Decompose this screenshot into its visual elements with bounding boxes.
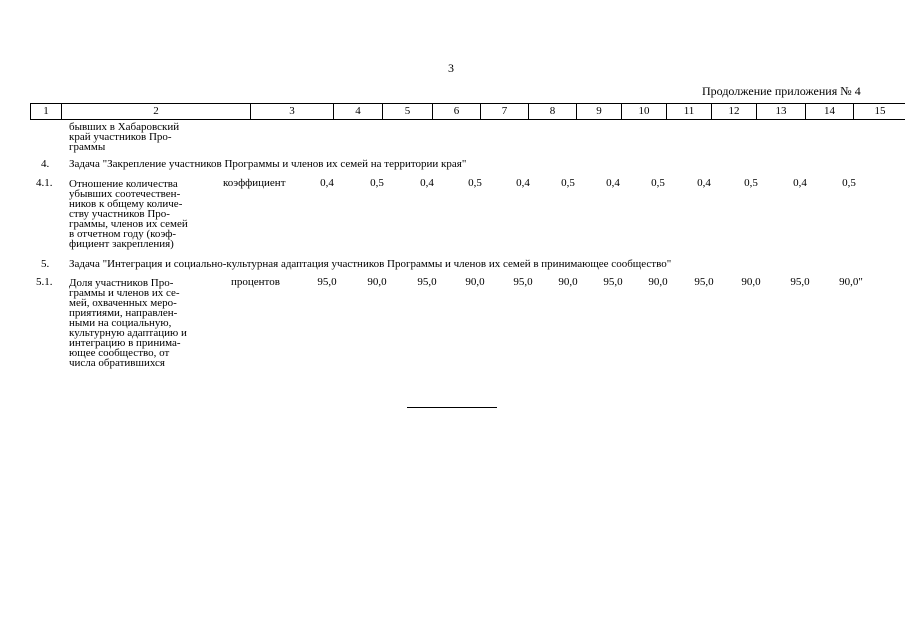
row-4-1-value: 0,5	[651, 177, 665, 189]
row-5-1-value: 95,0	[790, 276, 810, 288]
row-5-1-value: 95,0	[317, 276, 337, 288]
row-4-1-value: 0,4	[606, 177, 620, 189]
row-4-1-line: в отчетном году (коэф-	[69, 228, 177, 240]
row-5-1-description	[69, 278, 187, 368]
header-cell-7: 7	[481, 104, 529, 120]
row-4-1-value: 0,4	[516, 177, 530, 189]
header-cell-1: 1	[31, 104, 62, 120]
header-cell-14: 14	[806, 104, 854, 120]
task-4-title: Задача "Закрепление участников Программы и членов их семей на территории края"	[69, 158, 467, 170]
row-5-1-value: 90,0	[741, 276, 761, 288]
row-5-1-value: 95,0	[513, 276, 533, 288]
row-4-1-value: 0,5	[561, 177, 575, 189]
row-5-1-value: 90,0	[648, 276, 668, 288]
row-4-1-line: граммы, членов их семей	[69, 218, 188, 230]
row-5-1-line: граммы и членов их се-	[69, 287, 180, 299]
carryover-description	[69, 122, 179, 152]
row-5-1-line: интеграцию в принима-	[69, 337, 181, 349]
row-5-1-number: 5.1.	[36, 276, 53, 288]
row-4-1-value: 0,4	[793, 177, 807, 189]
header-cell-4: 4	[334, 104, 383, 120]
header-cell-8: 8	[529, 104, 577, 120]
row-4-1-value: 0,5	[744, 177, 758, 189]
row-4-1-value: 0,5	[842, 177, 856, 189]
carryover-line: край участников Про-	[69, 131, 172, 143]
header-cell-3: 3	[251, 104, 334, 120]
row-5-1-line: приятиями, направлен-	[69, 307, 178, 319]
carryover-line: бывших в Хабаровский	[69, 121, 180, 133]
row-5-1-value: 90,0	[465, 276, 485, 288]
row-5-1-line: Доля участников Про-	[69, 277, 174, 289]
row-5-1-value: 95,0	[694, 276, 714, 288]
row-5-1-value: 95,0	[603, 276, 623, 288]
row-4-1-line: ников к общему количе-	[69, 198, 183, 210]
task-5-title: Задача "Интеграция и социально-культурная адаптация участников Программы и членов их семей в принимающее сообщество"	[69, 258, 672, 270]
header-cell-6: 6	[433, 104, 481, 120]
row-5-1-unit: процентов	[231, 276, 280, 288]
header-row	[31, 104, 905, 120]
row-4-1-line: убывших соотечествен-	[69, 188, 181, 200]
continuation-label: Продолжение приложения № 4	[702, 84, 861, 98]
row-4-1-unit: коэффициент	[223, 177, 286, 189]
header-cell-10: 10	[622, 104, 667, 120]
row-5-1-line: числа обратившихся	[69, 357, 165, 369]
row-5-1-line: мей, охваченных меро-	[69, 297, 177, 309]
row-5-1-line: ющее сообщество, от	[69, 347, 170, 359]
footer-rule	[407, 407, 497, 408]
row-4-1-line: фициент закрепления)	[69, 238, 174, 250]
row-5-1-value: 95,0	[417, 276, 437, 288]
row-5-1-value: 90,0"	[839, 276, 863, 288]
row-5-1-line: ными на социальную,	[69, 317, 172, 329]
column-header-table	[30, 103, 905, 120]
row-4-1-value: 0,4	[420, 177, 434, 189]
row-4-1-value: 0,5	[370, 177, 384, 189]
row-4-1-value: 0,4	[320, 177, 334, 189]
header-cell-11: 11	[667, 104, 712, 120]
row-5-1-line: культурную адаптацию и	[69, 327, 187, 339]
header-cell-15: 15	[854, 104, 905, 120]
header-cell-2: 2	[62, 104, 251, 120]
row-4-1-value: 0,5	[468, 177, 482, 189]
row-5-1-value: 90,0	[558, 276, 578, 288]
header-cell-13: 13	[757, 104, 806, 120]
row-4-1-description	[69, 179, 188, 249]
row-4-1-number: 4.1.	[36, 177, 53, 189]
carryover-line: граммы	[69, 141, 106, 153]
row-4-1-value: 0,4	[697, 177, 711, 189]
page-number: 3	[448, 61, 454, 75]
task-5-number: 5.	[41, 258, 50, 270]
row-4-1-line: ству участников Про-	[69, 208, 170, 220]
header-cell-5: 5	[383, 104, 433, 120]
header-cell-9: 9	[577, 104, 622, 120]
header-cell-12: 12	[712, 104, 757, 120]
row-5-1-value: 90,0	[367, 276, 387, 288]
task-4-number: 4.	[41, 158, 50, 170]
row-4-1-line: Отношение количества	[69, 178, 178, 190]
